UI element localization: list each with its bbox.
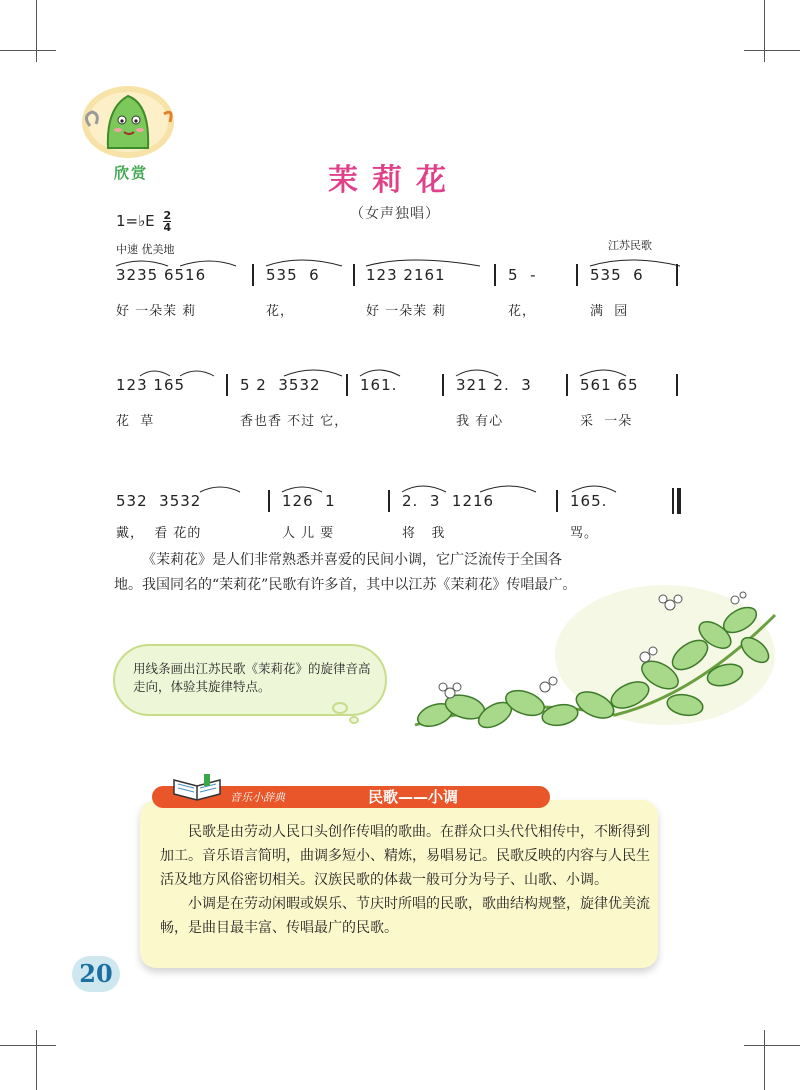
score-line-1-m5: 535 6 (590, 266, 644, 284)
song-subtitle: （女声独唱） (350, 206, 440, 222)
music-dictionary-title: 民歌——小调 (368, 788, 459, 806)
crop-mark (0, 50, 56, 51)
mascot-illustration (78, 78, 178, 160)
score-line-3-m4: 165. (570, 492, 608, 510)
music-dictionary-text (160, 820, 650, 940)
lyrics-line-1-a: 好 一朵茉 莉 (116, 304, 197, 319)
lyrics-line-1-c: 好 一朵茉 莉 (366, 304, 447, 319)
lyrics-line-3-b: 人 儿 要 (282, 526, 335, 541)
crop-mark (36, 0, 37, 62)
lyrics-line-1-e: 满 园 (590, 304, 629, 319)
dictionary-para-2 (160, 892, 650, 940)
music-dictionary-label: 音乐小辞典 (230, 791, 285, 804)
slurs-line-2 (110, 362, 690, 382)
score-line-3-m2: 126 1 (282, 492, 336, 510)
lyrics-line-2-d: 我 有心 (456, 414, 504, 429)
score-line-2-m3: 161. (360, 376, 398, 394)
lyrics-line-2-e: 采 一朵 (580, 414, 633, 429)
time-sig-top: 2 (163, 209, 172, 222)
dictionary-para-1 (160, 820, 650, 892)
intro-paragraph-text: 《茉莉花》是人们非常熟悉并喜爱的民间小调，它广泛流传于全国各地。我国同名的“茉莉花”民歌有许多首，其中以江苏《茉莉花》传唱最广。 (114, 552, 577, 593)
song-title: 茉莉花 (328, 163, 460, 198)
slurs-line-1 (110, 252, 690, 272)
score-line-2-m5: 561 65 (580, 376, 639, 394)
score-line-2-m2: 5 2 3532 (240, 376, 321, 394)
score-line-2-m1: 123 165 (116, 376, 186, 394)
key-text: 1=♭E (116, 212, 155, 230)
lyrics-line-3-a: 戴， 看 花的 (116, 526, 202, 541)
lyrics-line-3-d: 骂。 (570, 526, 599, 541)
dictionary-para-1-text: 民歌是由劳动人民口头创作传唱的歌曲。在群众口头代代相传中，不断得到加工。音乐语言简明，曲调多短小、精炼，易唱易记。民歌反映的内容与人民生活及地方风俗密切相关。汉族民歌的体裁一般可分为号子、山歌、小调。 (160, 824, 650, 888)
score-line-3-m1: 532 3532 (116, 492, 202, 510)
song-origin: 江苏民歌 (608, 239, 652, 252)
bubble-tail (330, 700, 370, 730)
dictionary-para-2-text: 小调是在劳动闲暇或娱乐、节庆时所唱的民歌，歌曲结构规整，旋律优美流畅，是曲目最丰富、传唱最广的民歌。 (160, 896, 650, 936)
score-line-1-m2: 535 6 (266, 266, 320, 284)
section-label: 欣赏 (114, 164, 149, 182)
crop-mark (744, 50, 800, 51)
crop-mark (0, 1045, 56, 1046)
tempo-marking: 中速 优美地 (116, 243, 175, 256)
score-line-1-m1: 3235 6516 (116, 266, 207, 284)
lyrics-line-3-c: 将 我 (402, 526, 446, 541)
book-icon (170, 772, 224, 806)
lyrics-line-2-a: 花 草 (116, 414, 155, 429)
score-line-3-m3: 2. 3 1216 (402, 492, 495, 510)
lyrics-line-1-d: 花， (508, 304, 537, 319)
crop-mark (764, 0, 765, 62)
time-signature (163, 210, 171, 233)
score-line-2-m4: 321 2. 3 (456, 376, 532, 394)
score-line-1-m4: 5 - (508, 266, 537, 284)
time-sig-bottom: 4 (163, 221, 172, 234)
crop-mark (744, 1045, 800, 1046)
score-line-1-m3: 123 2161 (366, 266, 446, 284)
activity-text: 用线条画出江苏民歌《茉莉花》的旋律音高走向，体验其旋律特点。 (133, 661, 371, 694)
key-signature (116, 210, 171, 233)
lyrics-line-1-b: 花， (266, 304, 295, 319)
page-number: 20 (72, 956, 120, 992)
lyrics-line-2-b: 香也香 不过 它， (240, 414, 349, 429)
crop-mark (764, 1030, 765, 1090)
crop-mark (36, 1030, 37, 1090)
jasmine-illustration (395, 575, 785, 775)
slurs-line-3 (110, 478, 690, 498)
